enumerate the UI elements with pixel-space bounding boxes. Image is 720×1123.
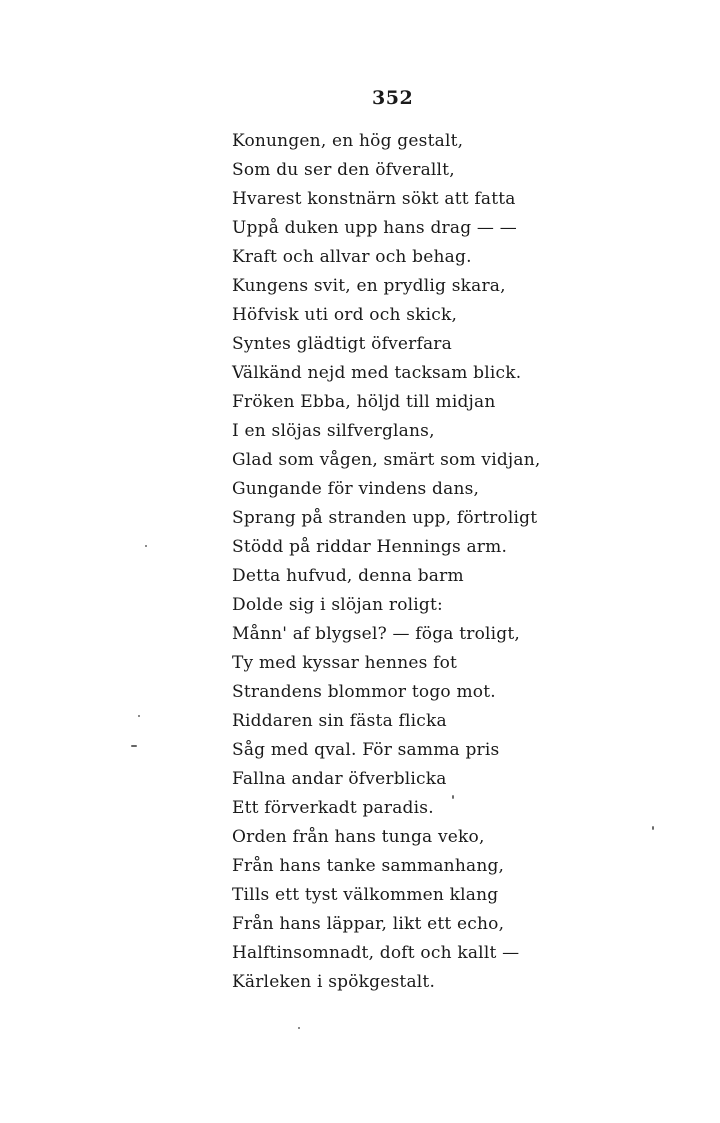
poem-line: Gungande för vindens dans, xyxy=(232,479,480,499)
scan-speck xyxy=(298,1027,300,1029)
poem-line: Orden från hans tunga veko, xyxy=(232,827,485,847)
poem-line: Ett förverkadt paradis. xyxy=(232,798,434,818)
poem-line: Ty med kyssar hennes fot xyxy=(232,653,458,673)
poem-line: Konungen, en hög gestalt, xyxy=(232,131,464,151)
poem-text xyxy=(232,127,592,997)
poem-line: Från hans tanke sammanhang, xyxy=(232,856,505,876)
poem-line: Stödd på riddar Hennings arm. xyxy=(232,537,508,557)
poem-line: Riddaren sin fästa flicka xyxy=(232,711,447,731)
poem-line: Dolde sig i slöjan roligt: xyxy=(232,595,443,615)
poem-line: Sprang på stranden upp, förtroligt xyxy=(232,508,538,528)
poem-line: Kärleken i spökgestalt. xyxy=(232,972,436,992)
poem-line: Såg med qval. För samma pris xyxy=(232,740,500,760)
poem-line: Från hans läppar, likt ett echo, xyxy=(232,914,505,934)
poem-line: Uppå duken upp hans drag — — xyxy=(232,218,517,238)
scan-speck xyxy=(131,745,137,747)
poem-line: Som du ser den öfverallt, xyxy=(232,160,455,180)
scan-speck xyxy=(652,826,654,830)
poem-line: Månn' af blygsel? — föga troligt, xyxy=(232,624,521,644)
scan-speck xyxy=(138,715,140,717)
poem-line: Fallna andar öfverblicka xyxy=(232,769,447,789)
scan-speck xyxy=(145,545,147,547)
poem-line: Hvarest konstnärn sökt att fatta xyxy=(232,189,516,209)
scan-speck xyxy=(452,795,454,799)
poem-line: Strandens blommor togo mot. xyxy=(232,682,496,702)
poem-line: Tills ett tyst välkommen klang xyxy=(232,885,499,905)
poem-line: Fröken Ebba, höljd till midjan xyxy=(232,392,496,412)
poem-line: Kungens svit, en prydlig skara, xyxy=(232,276,506,296)
poem-line: Halftinsomnadt, doft och kallt — xyxy=(232,943,520,963)
poem-line: Glad som vågen, smärt som vidjan, xyxy=(232,450,541,470)
poem-line: Kraft och allvar och behag. xyxy=(232,247,472,267)
poem-line: Välkänd nejd med tacksam blick. xyxy=(232,363,522,383)
poem-line: Syntes glädtigt öfverfara xyxy=(232,334,452,354)
poem-line: Höfvisk uti ord och skick, xyxy=(232,305,458,325)
poem-line: Detta hufvud, denna barm xyxy=(232,566,464,586)
poem-line: I en slöjas silfverglans, xyxy=(232,421,435,441)
page-number: 352 xyxy=(372,87,414,109)
